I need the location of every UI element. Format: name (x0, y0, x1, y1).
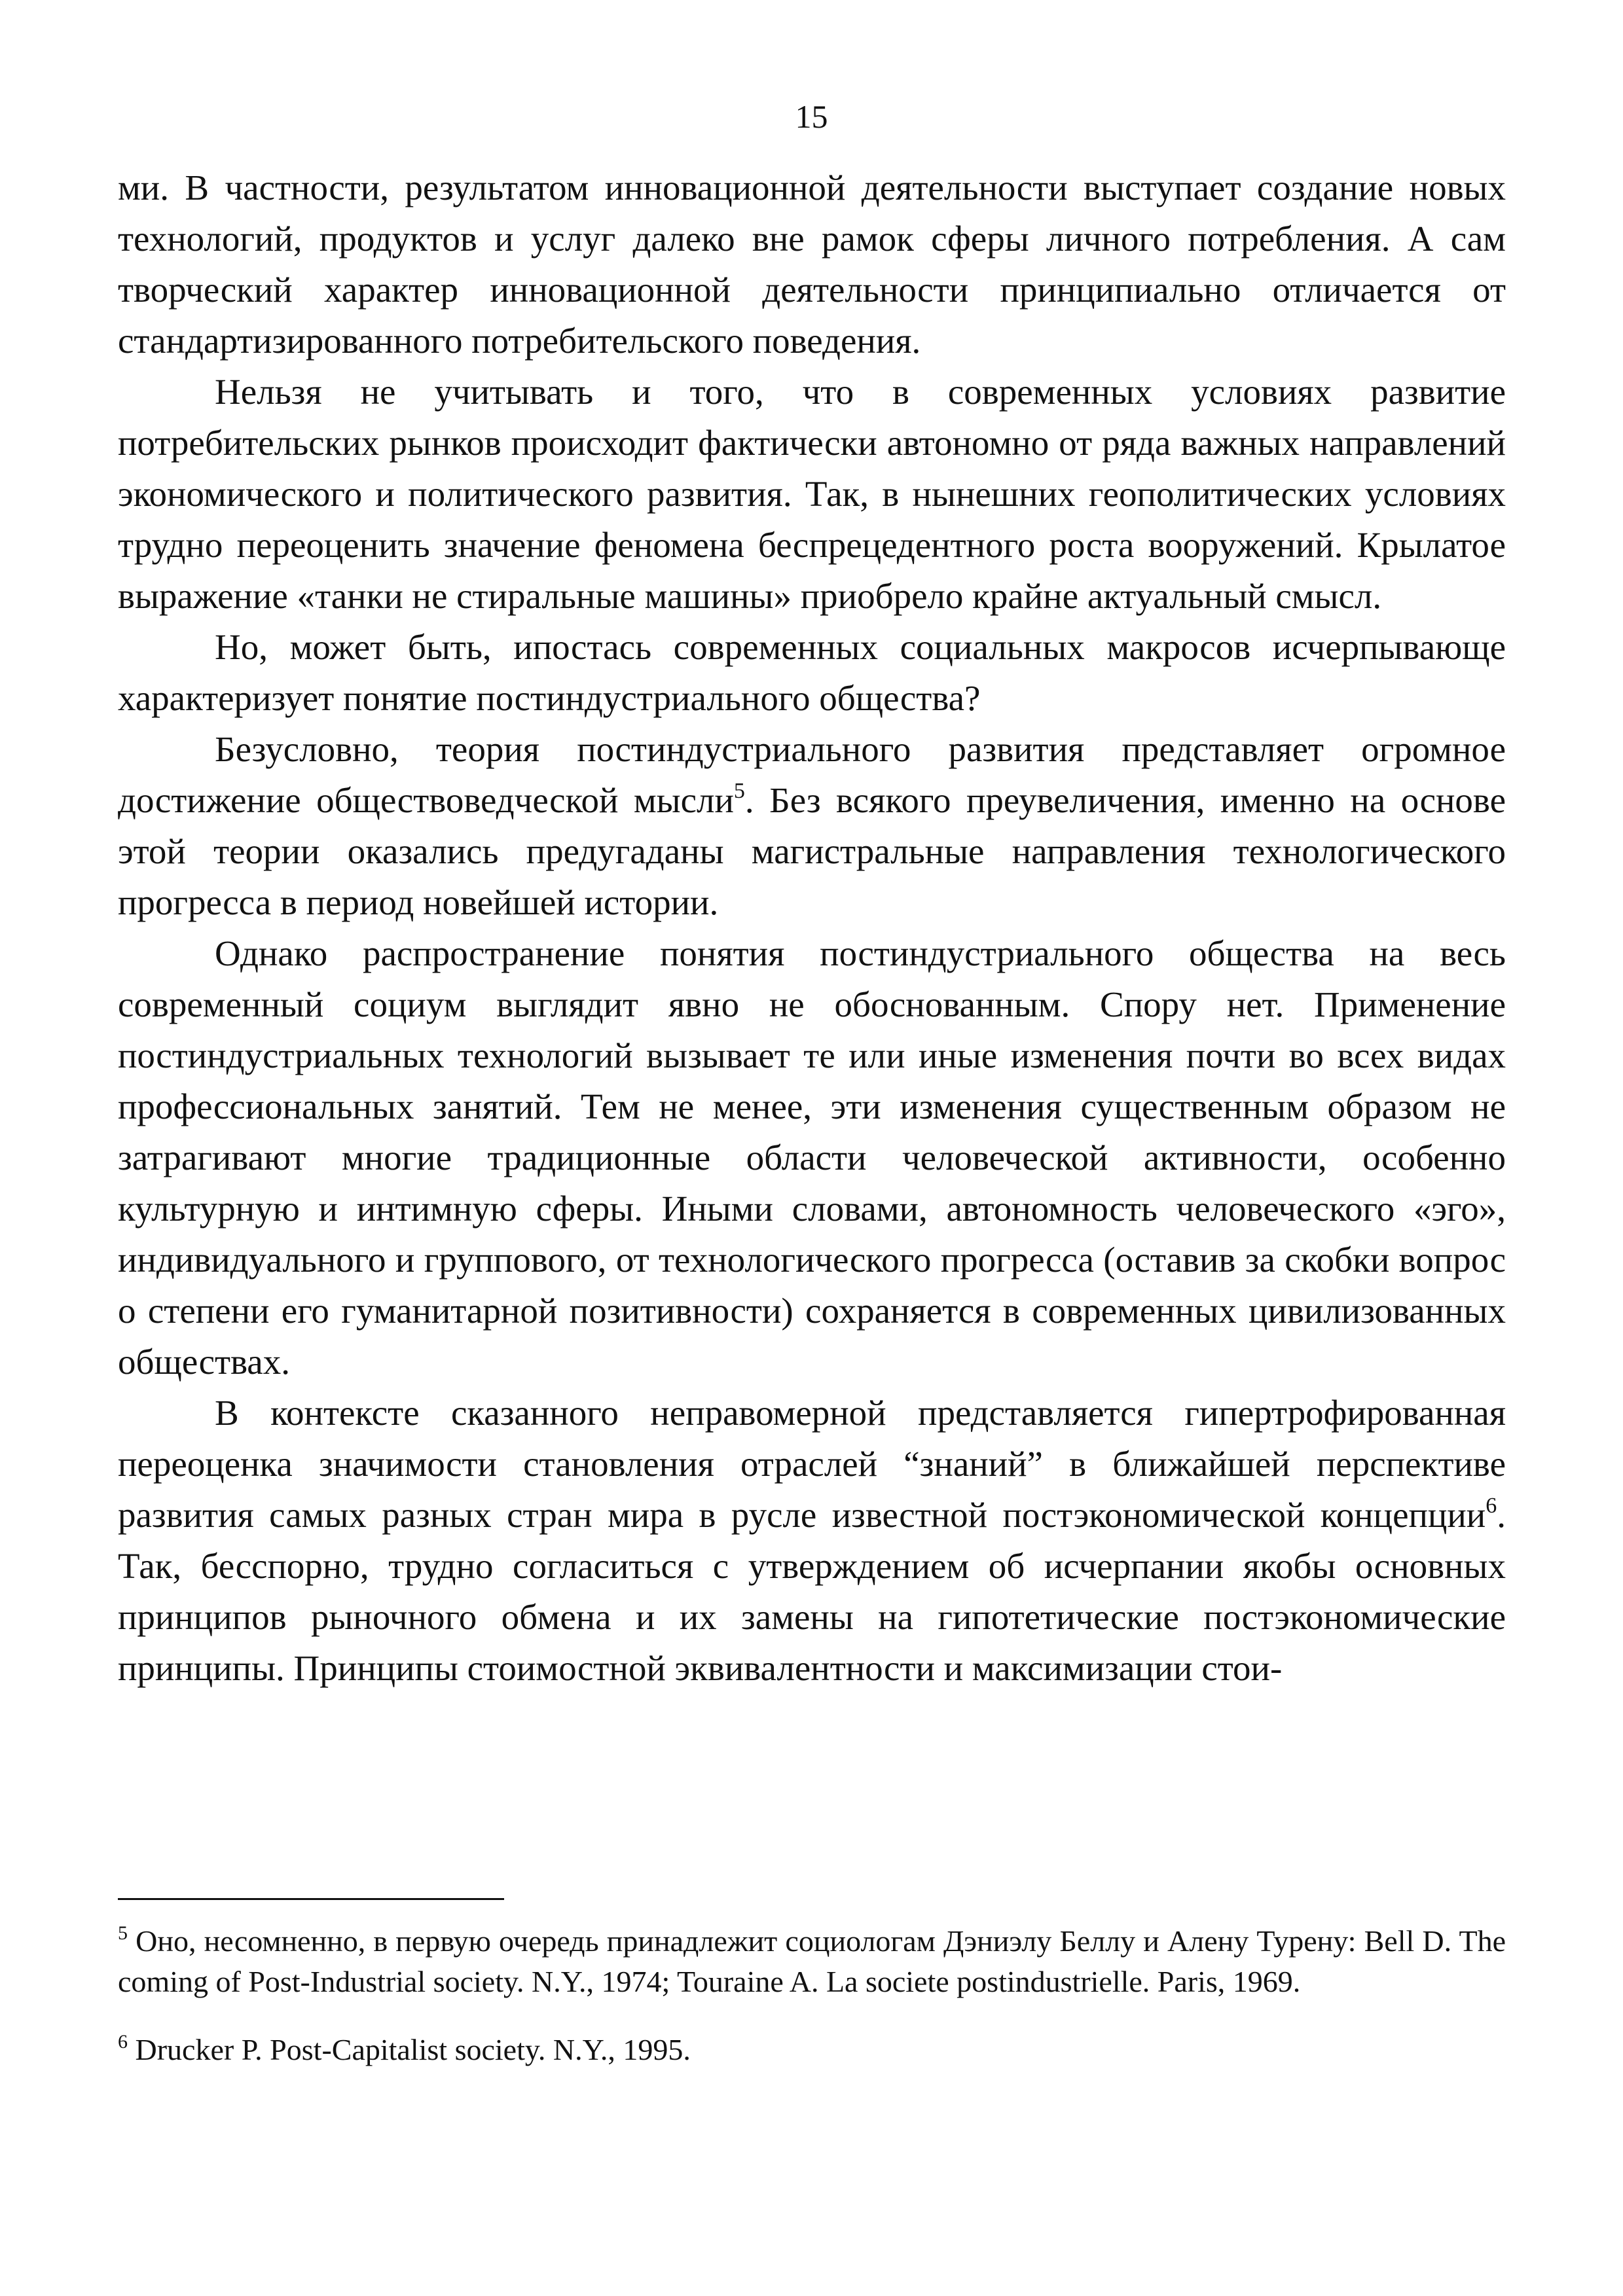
main-text (118, 162, 1506, 1694)
footnote-ref-5[interactable]: 5 (733, 779, 745, 803)
footnote-5 (118, 1921, 1506, 2002)
footnote-text: Оно, несомненно, в первую очередь принадлежит социологам Дэниэлу Беллу и Алену Турену: Bell D. The coming of Post-Industrial society. N.Y., 1974; Touraine A. La societe postindustrielle. Paris, 1969. (118, 1924, 1506, 1998)
paragraph-postindustrial-question: Но, может быть, ипостась современных социальных макросов исчерпывающе характеризует понятие постиндустриального общества? (118, 627, 1506, 718)
footnote-6 (118, 2030, 1506, 2070)
footnote-number: 5 (118, 1922, 128, 1944)
footnote-separator (118, 1898, 504, 1900)
paragraph-social-autonomy: Однако распространение понятия постиндустриального общества на весь современный социум выглядит явно не обоснованным. Спору нет. Применение постиндустриальных технологий вызывает те или иные изменения почти во всех видах профессиональных занятий. Тем не менее, эти изменения существенным образом не затрагивают многие традиционные области человеческой активности, особенно культурную и интимную сферы. Иными словами, автономность человеческого «эго», индивидуального и группового, от технологического прогресса (оставив за скобки вопрос о степени его гуманитарной позитивности) сохраняется в современных цивилизованных обществах. (118, 933, 1506, 1382)
footnote-number: 6 (118, 2031, 128, 2053)
footnote-ref-6[interactable]: 6 (1486, 1494, 1497, 1518)
paragraph-consumer-markets: Нельзя не учитывать и того, что в современных условиях развитие потребительских рынков происходит фактически автономно от ряда важных направлений экономического и политического развития. Так, в нынешних геополитических условиях трудно переоценить значение феномена беспрецедентного роста вооружений. Крылатое выражение «танки не стиральные машины» приобрело крайне актуальный смысл. (118, 372, 1506, 616)
footnotes (118, 1921, 1506, 2098)
footnote-text: Drucker P. Post-Capitalist society. N.Y., 1995. (128, 2033, 691, 2066)
page-number: 15 (795, 98, 828, 135)
paragraph-continuation: ми. В частности, результатом инновационной деятельности выступает создание новых технологий, продуктов и услуг далеко вне рамок сферы личного потребления. А сам творческий характер инновационной деятельности принципиально отличается от стандартизированного потребительского поведения. (118, 168, 1506, 361)
paragraph-text-after-ref: . Так, бесспорно, трудно согласиться с утверждением об исчерпании якобы основных принципов рыночного обмена и их замены на гипотетические постэкономические принципы. Принципы стоимостной эквивалентности и максимизации стои- (118, 1495, 1506, 1688)
paragraph-knowledge-sectors (118, 1388, 1506, 1694)
paragraph-text-after-ref: . Без всякого преувеличения, именно на основе этой теории оказались предугаданы магистральные направления технологического прогресса в период новейшей истории. (118, 780, 1506, 922)
paragraph-text-before-ref: В контексте сказанного неправомерной представляется гипертрофированная переоценка значимости становления отраслей “знаний” в ближайшей перспективе развития самых разных стран мира в русле известной постэкономической концепции (118, 1393, 1506, 1535)
paragraph-text-before-ref: Безусловно, теория постиндустриального развития представляет огромное достижение обществоведческой мысли (118, 729, 1506, 820)
paragraph-postindustrial-theory (118, 724, 1506, 928)
